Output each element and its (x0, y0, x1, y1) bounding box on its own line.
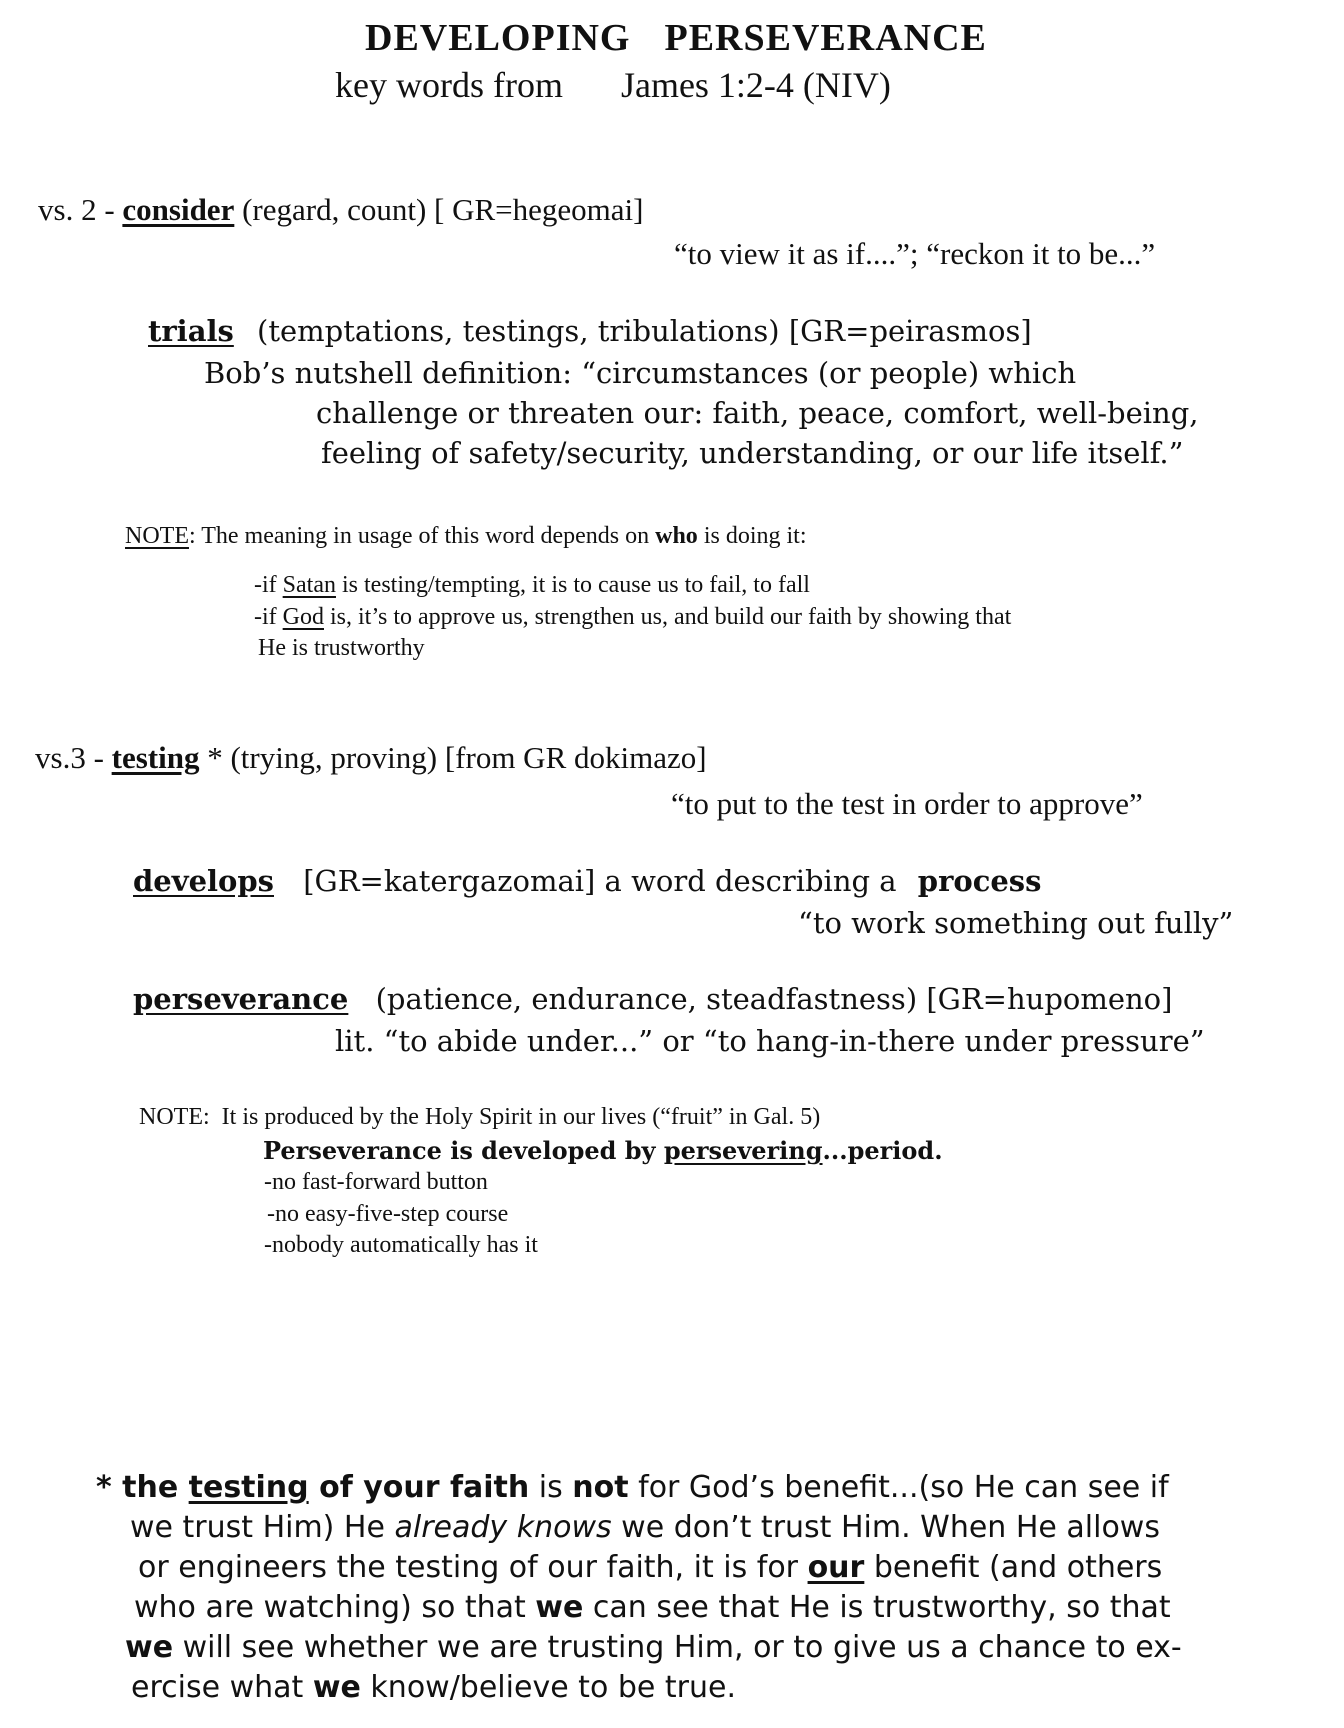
note-holy-spirit (139, 1104, 820, 1131)
note-label: NOTE: (139, 1104, 210, 1130)
perseverance-entry (133, 982, 1172, 1016)
note-text: is, it’s to approve us, strengthen us, and build our faith by showing that (324, 604, 1012, 630)
subtitle-reference: James 1:2-4 (NIV) (620, 65, 891, 105)
footnote-line (130, 1510, 1160, 1545)
footnote-bold: we (125, 1630, 174, 1665)
footnote-line (96, 1470, 1169, 1505)
note-list-item: -no easy-five-step course (267, 1201, 509, 1227)
note-god-word: God (282, 604, 324, 630)
note-who (125, 523, 807, 550)
verse-label: vs.3 - (35, 740, 104, 775)
footnote-line (125, 1630, 1182, 1665)
consider-gloss: (regard, count) [ GR=hegeomai] (242, 192, 644, 227)
verse-label: vs. 2 - (38, 192, 115, 227)
footnote-text: can see that He is trustworthy, so that (583, 1590, 1171, 1625)
title-word-perseverance: PERSEVERANCE (664, 17, 987, 59)
note-text: -if (254, 572, 283, 598)
trials-definition-line: challenge or threaten our: faith, peace, comfort, well-being, (316, 396, 1199, 430)
term-consider: consider (122, 192, 235, 227)
note-text: Perseverance is developed by (263, 1136, 664, 1165)
develops-bold-process: process (917, 864, 1042, 898)
note-text: : The meaning in usage of this word depends on (188, 523, 656, 549)
footnote-text: we don’t trust Him. When He allows (611, 1510, 1160, 1545)
footnote-text: who are watching) so that (134, 1590, 536, 1625)
note-list-item: -no fast-forward button (264, 1169, 488, 1195)
note-god-line (254, 604, 1011, 631)
consider-entry (38, 192, 643, 228)
perseverance-gloss: (patience, endurance, steadfastness) [GR=hupomeno] (375, 982, 1173, 1016)
develops-entry (133, 864, 1041, 898)
note-text: It is produced by the Holy Spirit in our lives (“fruit” in Gal. 5) (221, 1104, 821, 1130)
perseverance-definition: lit. “to abide under...” or “to hang-in-there under pressure” (335, 1024, 1205, 1058)
footnote-text: benefit (and others (864, 1550, 1163, 1585)
note-list-item: -nobody automatically has it (264, 1232, 538, 1258)
consider-definition: “to view it as if....”; “reckon it to be...” (674, 236, 1156, 271)
title-word-developing: DEVELOPING (365, 17, 631, 59)
trials-gloss: (temptations, testings, tribulations) [GR=peirasmos] (257, 314, 1032, 348)
footnote-line (134, 1590, 1171, 1625)
footnote-line (138, 1550, 1162, 1585)
term-perseverance: perseverance (133, 982, 349, 1016)
develops-gloss: [GR=katergazomai] a word describing a (303, 864, 897, 898)
note-god-line-cont: He is trustworthy (258, 635, 425, 661)
note-text: is doing it: (697, 523, 807, 549)
footnote-text: know/believe to be true. (360, 1670, 736, 1705)
footnote-bold: we (535, 1590, 584, 1625)
note-text: -if (254, 604, 283, 630)
footnote-bold-underlined: testing (188, 1470, 309, 1505)
note-satan-line (254, 572, 810, 599)
testing-entry (35, 740, 707, 776)
note-label: NOTE (125, 523, 189, 549)
note-satan-word: Satan (282, 572, 336, 598)
footnote-bold: we (312, 1670, 361, 1705)
develops-definition: “to work something out fully” (798, 906, 1234, 940)
trials-definition-line: Bob’s nutshell definition: “circumstances (or people) which (204, 356, 1077, 390)
footnote-text: will see whether we are trusting Him, or to give us a chance to ex- (173, 1630, 1182, 1665)
note-perseverance-bold (263, 1136, 943, 1165)
subtitle-key-words: key words from (335, 65, 563, 105)
trials-definition-line: feeling of safety/security, understanding, or our life itself.” (321, 436, 1184, 470)
footnote-bold: of your faith (308, 1470, 530, 1505)
footnote-text: or engineers the testing of our faith, it is for (138, 1550, 808, 1585)
footnote-text: we trust Him) He (130, 1510, 395, 1545)
testing-definition: “to put to the test in order to approve” (671, 786, 1143, 821)
footnote-bold: not (572, 1470, 629, 1505)
note-persevering-word: persevering (663, 1136, 823, 1165)
term-trials: trials (148, 314, 234, 348)
trials-entry (148, 314, 1032, 348)
page-title (365, 16, 987, 60)
footnote-text: for God’s benefit...(so He can see if (628, 1470, 1169, 1505)
testing-gloss: * (trying, proving) [from GR dokimazo] (199, 740, 707, 775)
footnote-asterisk: * (96, 1470, 123, 1505)
footnote-text: is (529, 1470, 573, 1505)
term-develops: develops (133, 864, 274, 898)
note-text: is testing/tempting, it is to cause us to fail, to fall (335, 572, 810, 598)
footnote-italic: already knows (394, 1510, 612, 1545)
footnote-line (131, 1670, 736, 1705)
footnote-text: ercise what (131, 1670, 313, 1705)
note-bold-who: who (655, 523, 698, 549)
footnote-bold-underlined: our (807, 1550, 865, 1585)
note-text: ...period. (822, 1136, 943, 1165)
term-testing: testing (111, 740, 200, 775)
footnote-bold: the (122, 1470, 189, 1505)
page-subtitle (335, 64, 891, 106)
